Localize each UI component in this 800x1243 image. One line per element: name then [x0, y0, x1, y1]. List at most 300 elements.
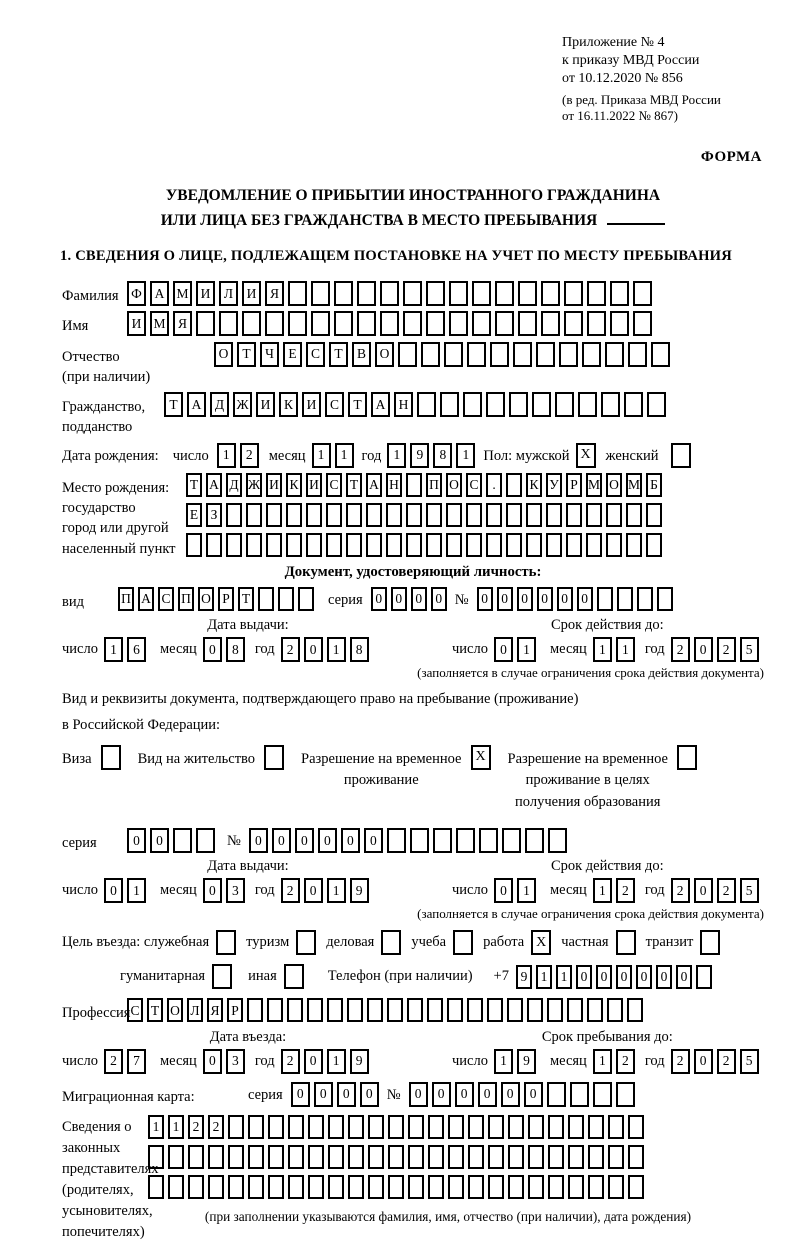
- char-cell[interactable]: [646, 503, 662, 527]
- char-cell[interactable]: [547, 1082, 566, 1107]
- char-cell[interactable]: И: [306, 473, 322, 497]
- char-cell[interactable]: [567, 998, 583, 1022]
- char-cell[interactable]: С: [306, 342, 325, 367]
- char-cell[interactable]: [527, 998, 543, 1022]
- char-cell[interactable]: [506, 503, 522, 527]
- char-cell[interactable]: Д: [210, 392, 229, 417]
- char-cell[interactable]: [486, 533, 502, 557]
- char-cell[interactable]: П: [118, 587, 134, 611]
- char-cell[interactable]: [421, 342, 440, 367]
- char-cell[interactable]: 5: [740, 1049, 759, 1074]
- char-cell[interactable]: [627, 998, 643, 1022]
- char-cell[interactable]: [408, 1145, 424, 1169]
- char-cell[interactable]: [606, 533, 622, 557]
- char-cell[interactable]: [586, 503, 602, 527]
- char-cell[interactable]: О: [446, 473, 462, 497]
- char-cell[interactable]: [306, 503, 322, 527]
- char-cell[interactable]: И: [266, 473, 282, 497]
- char-cell[interactable]: 0: [291, 1082, 310, 1107]
- char-cell[interactable]: 0: [676, 965, 692, 989]
- char-cell[interactable]: 0: [314, 1082, 333, 1107]
- char-cell[interactable]: [607, 998, 623, 1022]
- char-cell[interactable]: [608, 1115, 624, 1139]
- char-cell[interactable]: Т: [329, 342, 348, 367]
- char-cell[interactable]: [278, 587, 294, 611]
- char-cell[interactable]: [587, 998, 603, 1022]
- char-cell[interactable]: 0: [432, 1082, 451, 1107]
- char-cell[interactable]: 0: [150, 828, 169, 853]
- char-cell[interactable]: Е: [186, 503, 202, 527]
- char-cell[interactable]: [488, 1145, 504, 1169]
- char-cell[interactable]: [587, 281, 606, 306]
- char-cell[interactable]: [311, 281, 330, 306]
- char-cell[interactable]: 2: [281, 878, 300, 903]
- char-cell[interactable]: [266, 503, 282, 527]
- char-cell[interactable]: 2: [717, 1049, 736, 1074]
- char-cell[interactable]: 0: [636, 965, 652, 989]
- char-cell[interactable]: [606, 503, 622, 527]
- char-cell[interactable]: О: [198, 587, 214, 611]
- char-cell[interactable]: 2: [717, 637, 736, 662]
- char-cell[interactable]: Ф: [127, 281, 146, 306]
- char-cell[interactable]: 0: [203, 878, 222, 903]
- char-cell[interactable]: [488, 1115, 504, 1139]
- char-cell[interactable]: [513, 342, 532, 367]
- char-cell[interactable]: [628, 342, 647, 367]
- char-cell[interactable]: 9: [350, 878, 369, 903]
- char-cell[interactable]: 2: [281, 1049, 300, 1074]
- char-cell[interactable]: [628, 1115, 644, 1139]
- char-cell[interactable]: [490, 342, 509, 367]
- char-cell[interactable]: [408, 1115, 424, 1139]
- char-cell[interactable]: 0: [431, 587, 447, 611]
- char-cell[interactable]: [258, 587, 274, 611]
- char-cell[interactable]: [547, 998, 563, 1022]
- char-cell[interactable]: А: [150, 281, 169, 306]
- char-cell[interactable]: [605, 342, 624, 367]
- char-cell[interactable]: [468, 1145, 484, 1169]
- char-cell[interactable]: [696, 965, 712, 989]
- char-cell[interactable]: 1: [593, 637, 612, 662]
- char-cell[interactable]: [582, 342, 601, 367]
- char-cell[interactable]: [368, 1145, 384, 1169]
- char-cell[interactable]: 1: [327, 637, 346, 662]
- char-cell[interactable]: [633, 311, 652, 336]
- char-cell[interactable]: [564, 281, 583, 306]
- char-cell[interactable]: [246, 533, 262, 557]
- char-cell[interactable]: Н: [394, 392, 413, 417]
- char-cell[interactable]: [518, 311, 537, 336]
- char-cell[interactable]: [334, 311, 353, 336]
- char-cell[interactable]: П: [178, 587, 194, 611]
- char-cell[interactable]: [440, 392, 459, 417]
- char-cell[interactable]: 1: [387, 443, 406, 468]
- char-cell[interactable]: О: [606, 473, 622, 497]
- char-cell[interactable]: [248, 1175, 264, 1199]
- char-cell[interactable]: 2: [671, 878, 690, 903]
- char-cell[interactable]: [417, 392, 436, 417]
- char-cell[interactable]: 2: [717, 878, 736, 903]
- char-cell[interactable]: [586, 533, 602, 557]
- char-cell[interactable]: [528, 1145, 544, 1169]
- char-cell[interactable]: Т: [147, 998, 163, 1022]
- char-cell[interactable]: [495, 311, 514, 336]
- char-cell[interactable]: [348, 1145, 364, 1169]
- purpose-work-checkbox[interactable]: X: [531, 930, 551, 955]
- char-cell[interactable]: [588, 1115, 604, 1139]
- char-cell[interactable]: [507, 998, 523, 1022]
- char-cell[interactable]: [328, 1175, 344, 1199]
- char-cell[interactable]: Т: [348, 392, 367, 417]
- char-cell[interactable]: [406, 473, 422, 497]
- char-cell[interactable]: И: [302, 392, 321, 417]
- char-cell[interactable]: [206, 533, 222, 557]
- char-cell[interactable]: [196, 311, 215, 336]
- char-cell[interactable]: Ч: [260, 342, 279, 367]
- char-cell[interactable]: И: [127, 311, 146, 336]
- char-cell[interactable]: 0: [494, 637, 513, 662]
- char-cell[interactable]: [588, 1145, 604, 1169]
- char-cell[interactable]: А: [187, 392, 206, 417]
- char-cell[interactable]: [348, 1175, 364, 1199]
- char-cell[interactable]: Б: [646, 473, 662, 497]
- char-cell[interactable]: [446, 533, 462, 557]
- char-cell[interactable]: 2: [240, 443, 259, 468]
- char-cell[interactable]: [380, 311, 399, 336]
- char-cell[interactable]: 9: [410, 443, 429, 468]
- char-cell[interactable]: 6: [127, 637, 146, 662]
- char-cell[interactable]: 5: [740, 637, 759, 662]
- char-cell[interactable]: [357, 311, 376, 336]
- char-cell[interactable]: [287, 998, 303, 1022]
- char-cell[interactable]: .: [486, 473, 502, 497]
- char-cell[interactable]: [506, 473, 522, 497]
- char-cell[interactable]: [268, 1175, 284, 1199]
- char-cell[interactable]: [628, 1145, 644, 1169]
- char-cell[interactable]: 9: [516, 965, 532, 989]
- char-cell[interactable]: [657, 587, 673, 611]
- char-cell[interactable]: 0: [596, 965, 612, 989]
- residence-permit-checkbox[interactable]: [264, 745, 284, 770]
- char-cell[interactable]: [468, 1175, 484, 1199]
- char-cell[interactable]: [467, 342, 486, 367]
- char-cell[interactable]: [525, 828, 544, 853]
- char-cell[interactable]: 0: [272, 828, 291, 853]
- char-cell[interactable]: [508, 1175, 524, 1199]
- char-cell[interactable]: [647, 392, 666, 417]
- char-cell[interactable]: [196, 828, 215, 853]
- char-cell[interactable]: 0: [409, 1082, 428, 1107]
- char-cell[interactable]: [570, 1082, 589, 1107]
- char-cell[interactable]: 0: [411, 587, 427, 611]
- char-cell[interactable]: [468, 1115, 484, 1139]
- temp-residence-checkbox[interactable]: X: [471, 745, 491, 770]
- char-cell[interactable]: 0: [295, 828, 314, 853]
- char-cell[interactable]: 0: [577, 587, 593, 611]
- char-cell[interactable]: Т: [186, 473, 202, 497]
- char-cell[interactable]: 0: [203, 637, 222, 662]
- char-cell[interactable]: [633, 281, 652, 306]
- char-cell[interactable]: И: [256, 392, 275, 417]
- char-cell[interactable]: [388, 1175, 404, 1199]
- char-cell[interactable]: [448, 1175, 464, 1199]
- char-cell[interactable]: [541, 311, 560, 336]
- char-cell[interactable]: Ж: [233, 392, 252, 417]
- char-cell[interactable]: [346, 503, 362, 527]
- char-cell[interactable]: [578, 392, 597, 417]
- char-cell[interactable]: М: [586, 473, 602, 497]
- purpose-business-checkbox[interactable]: [381, 930, 401, 955]
- char-cell[interactable]: [566, 503, 582, 527]
- char-cell[interactable]: [226, 503, 242, 527]
- char-cell[interactable]: 9: [517, 1049, 536, 1074]
- char-cell[interactable]: 7: [127, 1049, 146, 1074]
- char-cell[interactable]: [265, 311, 284, 336]
- char-cell[interactable]: [559, 342, 578, 367]
- char-cell[interactable]: [346, 533, 362, 557]
- char-cell[interactable]: [536, 342, 555, 367]
- char-cell[interactable]: 0: [304, 1049, 323, 1074]
- char-cell[interactable]: [548, 828, 567, 853]
- char-cell[interactable]: [628, 1175, 644, 1199]
- char-cell[interactable]: 8: [433, 443, 452, 468]
- char-cell[interactable]: 1: [616, 637, 635, 662]
- char-cell[interactable]: [228, 1175, 244, 1199]
- char-cell[interactable]: [286, 533, 302, 557]
- char-cell[interactable]: [334, 281, 353, 306]
- char-cell[interactable]: 2: [616, 878, 635, 903]
- char-cell[interactable]: [601, 392, 620, 417]
- char-cell[interactable]: 1: [517, 878, 536, 903]
- char-cell[interactable]: [148, 1145, 164, 1169]
- char-cell[interactable]: 1: [335, 443, 354, 468]
- char-cell[interactable]: [308, 1175, 324, 1199]
- char-cell[interactable]: 1: [104, 637, 123, 662]
- char-cell[interactable]: Я: [173, 311, 192, 336]
- char-cell[interactable]: [366, 533, 382, 557]
- char-cell[interactable]: М: [626, 473, 642, 497]
- char-cell[interactable]: Т: [238, 587, 254, 611]
- char-cell[interactable]: [403, 281, 422, 306]
- char-cell[interactable]: Т: [164, 392, 183, 417]
- char-cell[interactable]: [228, 1115, 244, 1139]
- char-cell[interactable]: [268, 1115, 284, 1139]
- char-cell[interactable]: Т: [237, 342, 256, 367]
- char-cell[interactable]: С: [127, 998, 143, 1022]
- char-cell[interactable]: 0: [304, 878, 323, 903]
- char-cell[interactable]: [388, 1115, 404, 1139]
- char-cell[interactable]: С: [466, 473, 482, 497]
- char-cell[interactable]: [506, 533, 522, 557]
- char-cell[interactable]: 1: [517, 637, 536, 662]
- char-cell[interactable]: А: [206, 473, 222, 497]
- char-cell[interactable]: [219, 311, 238, 336]
- char-cell[interactable]: [403, 311, 422, 336]
- char-cell[interactable]: Ж: [246, 473, 262, 497]
- char-cell[interactable]: 1: [593, 1049, 612, 1074]
- char-cell[interactable]: 9: [350, 1049, 369, 1074]
- sex-female-checkbox[interactable]: [671, 443, 691, 468]
- char-cell[interactable]: 2: [671, 637, 690, 662]
- purpose-private-checkbox[interactable]: [616, 930, 636, 955]
- char-cell[interactable]: 1: [327, 878, 346, 903]
- char-cell[interactable]: И: [196, 281, 215, 306]
- char-cell[interactable]: А: [371, 392, 390, 417]
- char-cell[interactable]: 2: [208, 1115, 224, 1139]
- char-cell[interactable]: [366, 503, 382, 527]
- char-cell[interactable]: [509, 392, 528, 417]
- purpose-transit-checkbox[interactable]: [700, 930, 720, 955]
- char-cell[interactable]: 3: [226, 878, 245, 903]
- char-cell[interactable]: Р: [566, 473, 582, 497]
- char-cell[interactable]: [637, 587, 653, 611]
- char-cell[interactable]: Я: [265, 281, 284, 306]
- char-cell[interactable]: М: [150, 311, 169, 336]
- char-cell[interactable]: [226, 533, 242, 557]
- char-cell[interactable]: [472, 311, 491, 336]
- char-cell[interactable]: [306, 533, 322, 557]
- char-cell[interactable]: [406, 503, 422, 527]
- char-cell[interactable]: 0: [341, 828, 360, 853]
- char-cell[interactable]: [548, 1175, 564, 1199]
- char-cell[interactable]: [546, 533, 562, 557]
- char-cell[interactable]: [288, 311, 307, 336]
- char-cell[interactable]: [173, 828, 192, 853]
- char-cell[interactable]: К: [286, 473, 302, 497]
- char-cell[interactable]: [502, 828, 521, 853]
- char-cell[interactable]: 0: [524, 1082, 543, 1107]
- char-cell[interactable]: [428, 1175, 444, 1199]
- char-cell[interactable]: 1: [127, 878, 146, 903]
- char-cell[interactable]: [188, 1175, 204, 1199]
- char-cell[interactable]: [526, 503, 542, 527]
- char-cell[interactable]: [646, 533, 662, 557]
- char-cell[interactable]: [568, 1145, 584, 1169]
- char-cell[interactable]: 0: [694, 1049, 713, 1074]
- char-cell[interactable]: 0: [477, 587, 493, 611]
- char-cell[interactable]: [449, 281, 468, 306]
- char-cell[interactable]: 0: [656, 965, 672, 989]
- char-cell[interactable]: [386, 533, 402, 557]
- char-cell[interactable]: [532, 392, 551, 417]
- char-cell[interactable]: [568, 1175, 584, 1199]
- char-cell[interactable]: [426, 311, 445, 336]
- char-cell[interactable]: [610, 311, 629, 336]
- char-cell[interactable]: Н: [386, 473, 402, 497]
- char-cell[interactable]: [528, 1115, 544, 1139]
- char-cell[interactable]: [486, 392, 505, 417]
- char-cell[interactable]: [555, 392, 574, 417]
- char-cell[interactable]: [268, 1145, 284, 1169]
- char-cell[interactable]: [548, 1115, 564, 1139]
- char-cell[interactable]: 0: [576, 965, 592, 989]
- char-cell[interactable]: [288, 281, 307, 306]
- char-cell[interactable]: 0: [203, 1049, 222, 1074]
- char-cell[interactable]: [608, 1145, 624, 1169]
- purpose-humanitarian-checkbox[interactable]: [212, 964, 232, 989]
- char-cell[interactable]: 0: [497, 587, 513, 611]
- char-cell[interactable]: 1: [494, 1049, 513, 1074]
- char-cell[interactable]: И: [242, 281, 261, 306]
- char-cell[interactable]: 1: [217, 443, 236, 468]
- char-cell[interactable]: Р: [218, 587, 234, 611]
- char-cell[interactable]: [426, 281, 445, 306]
- char-cell[interactable]: 1: [556, 965, 572, 989]
- char-cell[interactable]: 0: [337, 1082, 356, 1107]
- char-cell[interactable]: 0: [104, 878, 123, 903]
- char-cell[interactable]: М: [173, 281, 192, 306]
- char-cell[interactable]: [308, 1145, 324, 1169]
- char-cell[interactable]: [186, 533, 202, 557]
- char-cell[interactable]: 3: [226, 1049, 245, 1074]
- char-cell[interactable]: [624, 392, 643, 417]
- char-cell[interactable]: [248, 1145, 264, 1169]
- char-cell[interactable]: 0: [360, 1082, 379, 1107]
- char-cell[interactable]: [472, 281, 491, 306]
- char-cell[interactable]: [616, 1082, 635, 1107]
- char-cell[interactable]: А: [366, 473, 382, 497]
- char-cell[interactable]: [288, 1115, 304, 1139]
- char-cell[interactable]: [428, 1115, 444, 1139]
- char-cell[interactable]: [479, 828, 498, 853]
- char-cell[interactable]: [311, 311, 330, 336]
- char-cell[interactable]: 0: [127, 828, 146, 853]
- char-cell[interactable]: [518, 281, 537, 306]
- char-cell[interactable]: 8: [226, 637, 245, 662]
- char-cell[interactable]: 2: [671, 1049, 690, 1074]
- char-cell[interactable]: [228, 1145, 244, 1169]
- char-cell[interactable]: [467, 998, 483, 1022]
- char-cell[interactable]: [426, 533, 442, 557]
- char-cell[interactable]: [327, 998, 343, 1022]
- char-cell[interactable]: [449, 311, 468, 336]
- char-cell[interactable]: К: [279, 392, 298, 417]
- char-cell[interactable]: 0: [318, 828, 337, 853]
- char-cell[interactable]: [168, 1145, 184, 1169]
- char-cell[interactable]: [242, 311, 261, 336]
- char-cell[interactable]: [610, 281, 629, 306]
- char-cell[interactable]: [267, 998, 283, 1022]
- char-cell[interactable]: [526, 533, 542, 557]
- char-cell[interactable]: [626, 533, 642, 557]
- char-cell[interactable]: П: [426, 473, 442, 497]
- char-cell[interactable]: [388, 1145, 404, 1169]
- char-cell[interactable]: [447, 998, 463, 1022]
- char-cell[interactable]: О: [214, 342, 233, 367]
- char-cell[interactable]: [286, 503, 302, 527]
- char-cell[interactable]: [508, 1115, 524, 1139]
- char-cell[interactable]: Я: [207, 998, 223, 1022]
- char-cell[interactable]: 0: [694, 637, 713, 662]
- char-cell[interactable]: [387, 998, 403, 1022]
- char-cell[interactable]: 1: [536, 965, 552, 989]
- char-cell[interactable]: [608, 1175, 624, 1199]
- char-cell[interactable]: К: [526, 473, 542, 497]
- char-cell[interactable]: [410, 828, 429, 853]
- char-cell[interactable]: [541, 281, 560, 306]
- char-cell[interactable]: [357, 281, 376, 306]
- char-cell[interactable]: [466, 533, 482, 557]
- char-cell[interactable]: [348, 1115, 364, 1139]
- char-cell[interactable]: Р: [227, 998, 243, 1022]
- char-cell[interactable]: [433, 828, 452, 853]
- char-cell[interactable]: [387, 828, 406, 853]
- char-cell[interactable]: [188, 1145, 204, 1169]
- char-cell[interactable]: 0: [391, 587, 407, 611]
- char-cell[interactable]: [446, 503, 462, 527]
- char-cell[interactable]: [448, 1115, 464, 1139]
- char-cell[interactable]: [308, 1115, 324, 1139]
